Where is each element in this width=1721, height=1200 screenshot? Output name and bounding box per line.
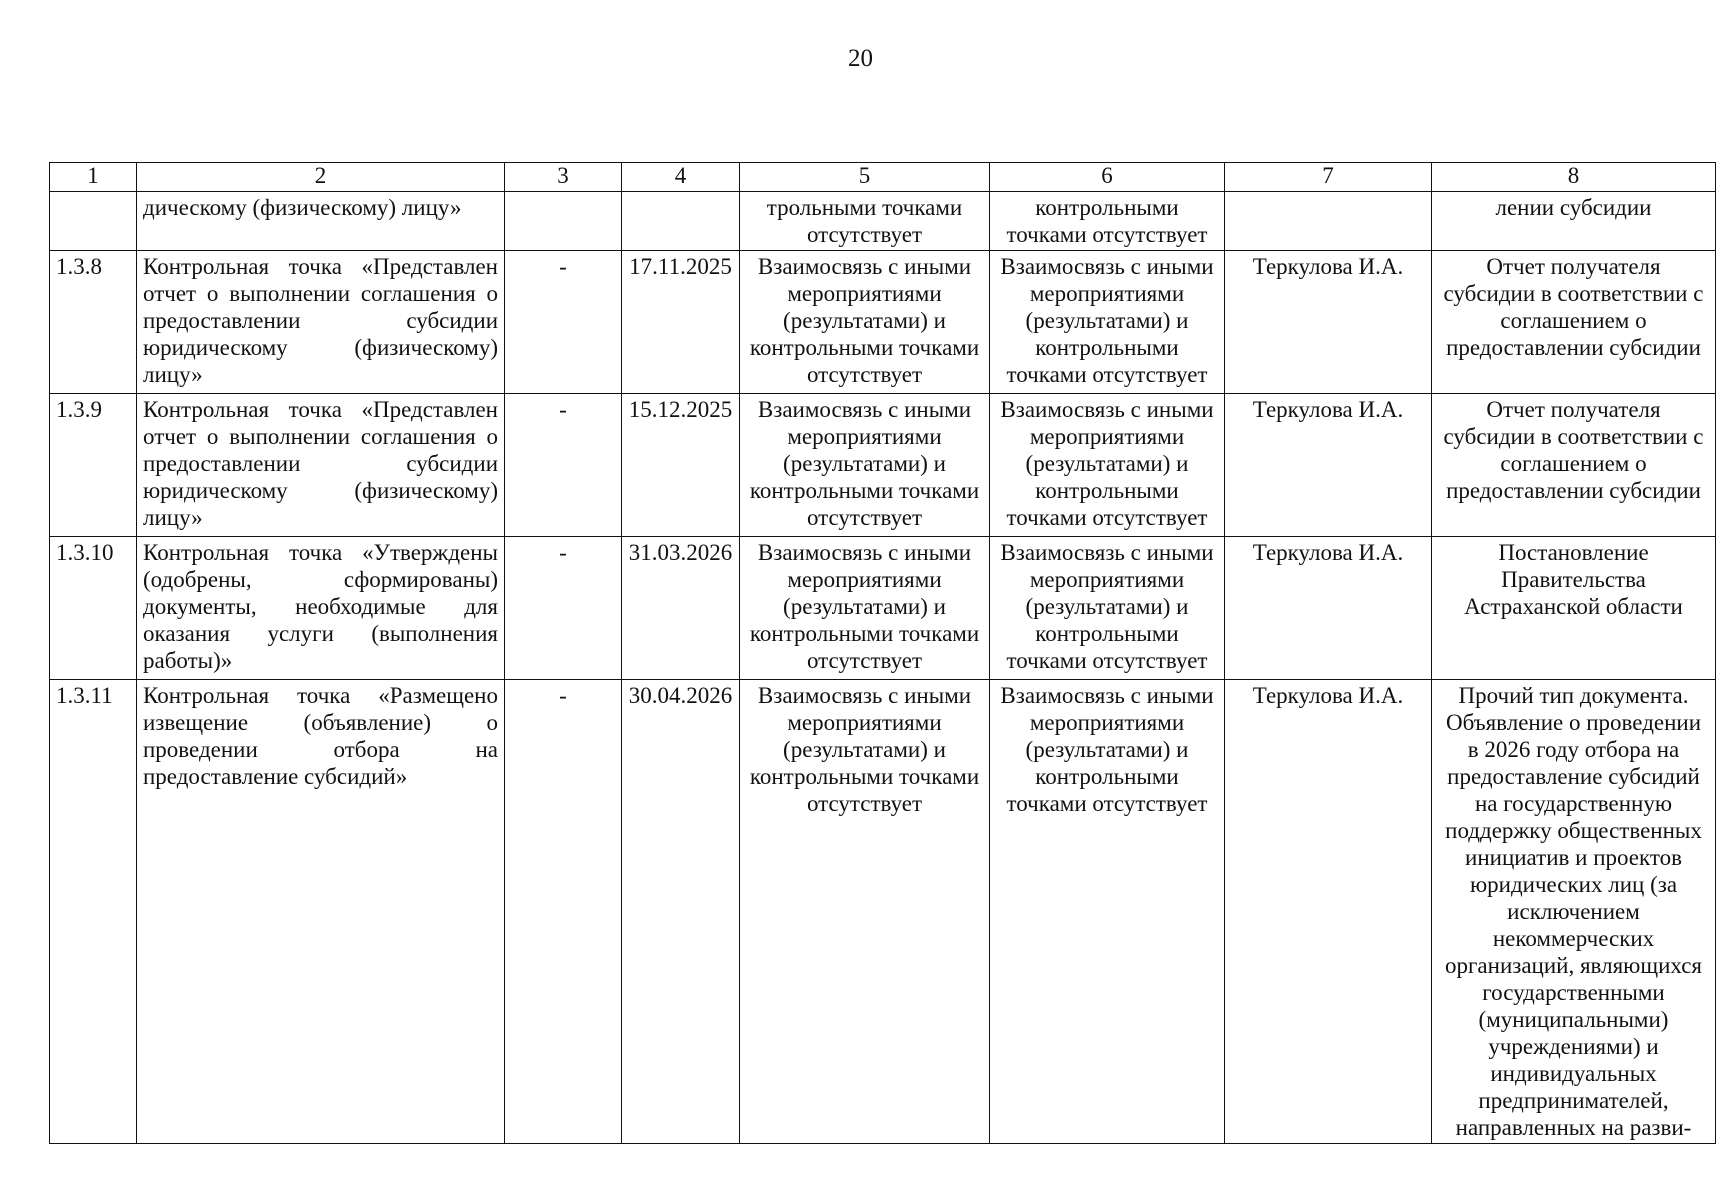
cell-number: 1.3.9 <box>50 394 137 537</box>
table-row-continuation <box>50 192 1716 251</box>
cell-links: Взаимосвязь с иными мероприятиями (результатами) и контрольными точками отсутствует <box>740 251 990 394</box>
cell-responsible <box>1225 192 1432 251</box>
table-row <box>50 680 1716 1144</box>
table-row <box>50 394 1716 537</box>
column-header: 3 <box>505 163 622 192</box>
cell-links: Взаимосвязь с иными мероприятиями (результатами) и контрольными точками отсутствует <box>740 537 990 680</box>
cell-links: трольными точками отсутствует <box>740 192 990 251</box>
column-header: 6 <box>990 163 1225 192</box>
cell-links-2: контрольными точками отсутствует <box>990 192 1225 251</box>
cell-links-2: Взаимосвязь с иными мероприятиями (результатами) и контрольными точками отсутствует <box>990 394 1225 537</box>
cell-col3: - <box>505 251 622 394</box>
cell-name: Контрольная точка «Представлен отчет о выполнении соглашения о предоставлении субсидии юридическому (физическому) лицу» <box>137 394 505 537</box>
cell-number: 1.3.10 <box>50 537 137 680</box>
cell-document: Отчет получателя субсидии в соответствии с соглашением о предоставлении субсидии <box>1432 394 1716 537</box>
cell-col3: - <box>505 394 622 537</box>
column-header: 7 <box>1225 163 1432 192</box>
cell-date: 15.12.2025 <box>622 394 740 537</box>
cell-name: Контрольная точка «Утверждены (одобрены, сформированы) документы, необходимые для оказания услуги (выполнения работы)» <box>137 537 505 680</box>
column-header: 1 <box>50 163 137 192</box>
cell-date: 17.11.2025 <box>622 251 740 394</box>
cell-number: 1.3.8 <box>50 251 137 394</box>
cell-name: Контрольная точка «Размещено извещение (объявление) о проведении отбора на предоставление субсидий» <box>137 680 505 1144</box>
cell-date: 31.03.2026 <box>622 537 740 680</box>
cell-links-2: Взаимосвязь с иными мероприятиями (результатами) и контрольными точками отсутствует <box>990 680 1225 1144</box>
column-header: 4 <box>622 163 740 192</box>
cell-document: Прочий тип документа. Объявление о проведении в 2026 году отбора на предоставление субсидий на государственную поддержку общественных инициатив и проектов юридических лиц (за исключением некоммерческих организаций, являющихся государственными (муниципальными) учреждениями) и индивидуальных предпринимателей, направленных на разви- <box>1432 680 1716 1144</box>
cell-col3: - <box>505 680 622 1144</box>
cell-col3 <box>505 192 622 251</box>
cell-document: Отчет получателя субсидии в соответствии с соглашением о предоставлении субсидии <box>1432 251 1716 394</box>
page-number: 20 <box>848 45 873 72</box>
cell-name: Контрольная точка «Представлен отчет о выполнении соглашения о предоставлении субсидии юридическому (физическому) лицу» <box>137 251 505 394</box>
column-header: 8 <box>1432 163 1716 192</box>
table-row <box>50 251 1716 394</box>
column-header: 5 <box>740 163 990 192</box>
control-points-table <box>49 162 1716 1144</box>
cell-links: Взаимосвязь с иными мероприятиями (результатами) и контрольными точками отсутствует <box>740 394 990 537</box>
table-row <box>50 537 1716 680</box>
cell-responsible: Теркулова И.А. <box>1225 394 1432 537</box>
column-header: 2 <box>137 163 505 192</box>
cell-number <box>50 192 137 251</box>
cell-document: Постановление Правительства Астраханской области <box>1432 537 1716 680</box>
cell-name: дическому (физическому) лицу» <box>137 192 505 251</box>
cell-links: Взаимосвязь с иными мероприятиями (результатами) и контрольными точками отсутствует <box>740 680 990 1144</box>
cell-document: лении субсидии <box>1432 192 1716 251</box>
cell-date: 30.04.2026 <box>622 680 740 1144</box>
cell-links-2: Взаимосвязь с иными мероприятиями (результатами) и контрольными точками отсутствует <box>990 537 1225 680</box>
cell-responsible: Теркулова И.А. <box>1225 680 1432 1144</box>
cell-responsible: Теркулова И.А. <box>1225 537 1432 680</box>
cell-responsible: Теркулова И.А. <box>1225 251 1432 394</box>
cell-number: 1.3.11 <box>50 680 137 1144</box>
table-header-row <box>50 163 1716 192</box>
cell-col3: - <box>505 537 622 680</box>
cell-links-2: Взаимосвязь с иными мероприятиями (результатами) и контрольными точками отсутствует <box>990 251 1225 394</box>
cell-date <box>622 192 740 251</box>
